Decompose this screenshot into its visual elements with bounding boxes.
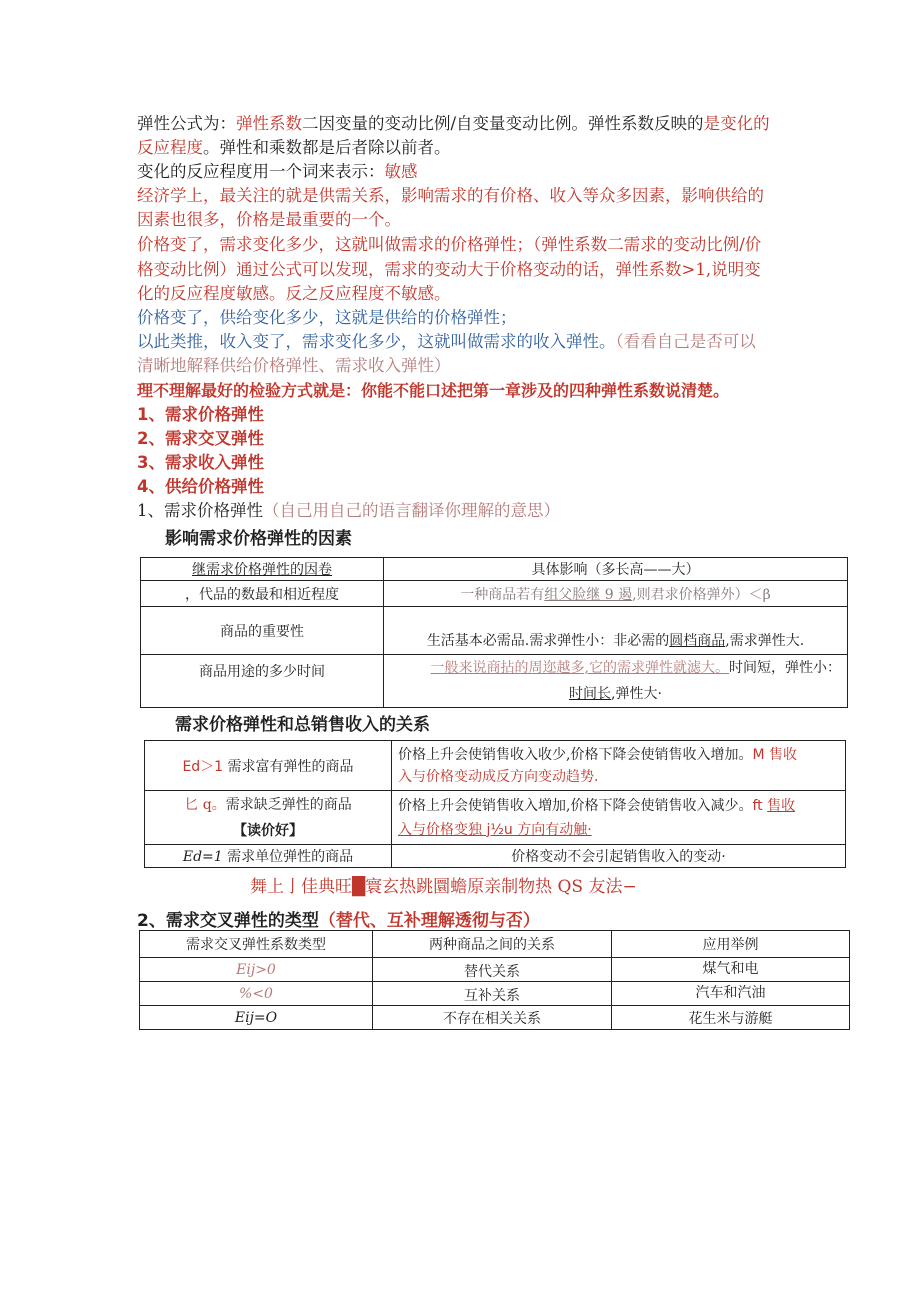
revenue-table	[144, 740, 846, 868]
economics-line-2: 因素也很多，价格是最重要的一个。	[137, 210, 401, 229]
elasticity-list-item-1: 1、需求价格弹性	[137, 405, 264, 424]
table-cell: %<0	[140, 982, 373, 1006]
table-cell: 花生米与游艇	[612, 1006, 850, 1030]
table-cell: 价格上升会使销售收入増加,价格下降会使销售收入减少。ft 售收 入与价格变独 j½u 方向有动触·	[392, 791, 846, 845]
elasticity-list-item-3: 3、需求收入弹性	[137, 453, 264, 472]
table3-heading: 2、需求交叉弹性的类型（替代、互补理解透彻与否）	[137, 911, 540, 931]
table-cell: Ed=1 需求单位弹性的商品	[145, 845, 392, 868]
table-cell: Eij>0	[140, 958, 373, 982]
supply-elasticity-line: 价格变了，供给变化多少，这就是供给的价格弹性；	[137, 308, 517, 327]
table-header-cell: 需求交叉弹性系数类型	[140, 931, 373, 958]
table-cell: ，代品的数最和相近程度	[141, 581, 384, 607]
table-cell: 价格变动不会引起销售收入的变动·	[392, 845, 846, 868]
price-elasticity-line-3: 化的反应程度敏感。反之反应程度不敏感。	[137, 284, 451, 303]
table-row	[140, 958, 850, 982]
table-cell: 互补关系	[373, 982, 612, 1006]
income-elasticity-line-1: 以此类推，收入变了，需求变化多少，这就叫做需求的收入弹性。（看看自己是否可以	[137, 332, 756, 351]
sensitivity-line: 变化的反应程度用一个词来表示：敏感	[137, 162, 418, 181]
table-row	[141, 655, 848, 708]
income-elasticity-line-2: 清晰地解释供给价格弹性、需求收入弹性）	[137, 356, 451, 375]
table-header-cell: 两种商品之间的关系	[373, 931, 612, 958]
table-row	[140, 982, 850, 1006]
table-cell: 煤气和电	[612, 958, 850, 982]
table-row	[141, 558, 848, 581]
table-row	[145, 791, 846, 845]
table-cell: 商品的重要性	[141, 607, 384, 655]
table-header-cell: 具体影响（多长高——大）	[384, 558, 848, 581]
table-row	[145, 845, 846, 868]
table-cell: 替代关系	[373, 958, 612, 982]
table-cell: 汽车和汽油	[612, 982, 850, 1006]
table-cell: 不存在相关关系	[373, 1006, 612, 1030]
elasticity-list-item-2: 2、需求交叉弹性	[137, 429, 264, 448]
table-cell: 匕 q。需求缺乏弹性的商品 【读价好】	[145, 791, 392, 845]
table-cell: 商品用途的多少时间	[141, 655, 384, 708]
cross-elasticity-table	[139, 930, 850, 1030]
check-method-line: 理不理解最好的检验方式就是：你能不能口述把第一章涉及的四种弹性系数说清楚。	[137, 381, 730, 400]
price-elasticity-line-2: 格变动比例）通过公式可以发现，需求的变动大于价格变动的话，弹性系数>1,说明变	[137, 260, 761, 279]
table-row	[140, 931, 850, 958]
table-cell: Eij=O	[140, 1006, 373, 1030]
table-row	[140, 1006, 850, 1030]
price-elasticity-line-1: 价格变了，需求变化多少，这就叫做需求的价格弹性；（弹性系数二需求的变动比例/价	[137, 235, 762, 254]
formula-line-1: 弹性公式为：弹性系数二因变量的变动比例/自变量变动比例。弹性系数反映的是变化的	[137, 114, 770, 133]
table-header-cell: 应用举例	[612, 931, 850, 958]
formula-line-2: 反应程度。弹性和乘数都是后者除以前者。	[137, 138, 451, 157]
factors-table	[140, 557, 848, 708]
table2-footer-note: 舞上亅佳典旺█寰玄热跳圜蟾原亲制物热 QS 友法−	[250, 877, 637, 897]
table2-heading: 需求价格弹性和总销售收入的关系	[175, 715, 430, 735]
table-cell: 价格上升会使销售收入收少,价格下降会使销售收入增加。M 售收 入与价格变动成反方向变动趋势.	[392, 741, 846, 791]
table-cell: 一般来说商拈的周迩越多,它的需求弹性就滤大。时间短，弹性小： 时间长,弹性大·	[384, 655, 848, 708]
section-1-title: 1、需求价格弹性（自己用自己的语言翻译你理解的意思）	[137, 501, 560, 520]
table-cell: Ed＞1 需求富有弹性的商品	[145, 741, 392, 791]
table-row	[141, 607, 848, 655]
table-row	[141, 581, 848, 607]
table1-heading: 影响需求价格弹性的因素	[165, 529, 352, 549]
table-cell: 一种商品若有组父脸继 9 遏,则君求价格弹外）＜β	[384, 581, 848, 607]
elasticity-list-item-4: 4、供给价格弹性	[137, 477, 264, 496]
table-row	[145, 741, 846, 791]
table-header-cell: 继需求价格弹性的因卷	[141, 558, 384, 581]
economics-line-1: 经济学上，最关注的就是供需关系，影响需求的有价格、收入等众多因素，影响供给的	[137, 186, 764, 205]
table-cell: 生活基本必需品.需求弹性小：非必需的圆档商品,需求弹性大.	[384, 607, 848, 655]
